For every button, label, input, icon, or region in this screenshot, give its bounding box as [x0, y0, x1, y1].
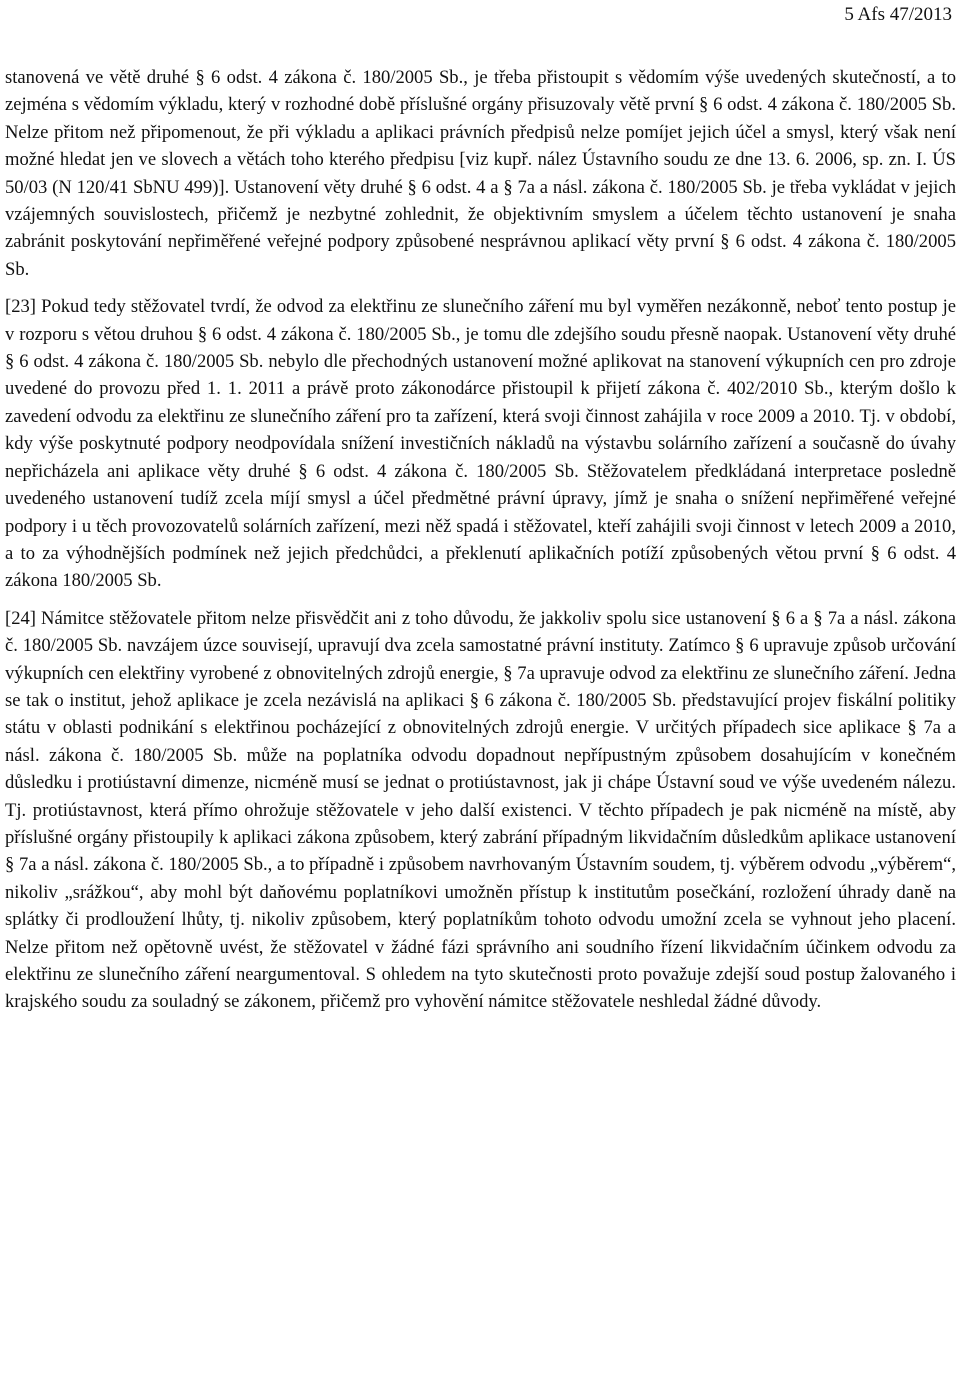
case-number: 5 Afs 47/2013 — [844, 4, 952, 25]
paragraph-24: [24] Námitce stěžovatele přitom nelze přisvědčit ani z toho důvodu, že jakkoliv spolu sice ustanovení § 6 a § 7a a násl. zákona č. 180/2005 Sb. navzájem úzce souvisejí, upravují dva zcela samostatné právní instituty. Zatímco § 6 upravuje způsob určování výkupních cen elektřiny vyrobené z obnovitelných zdrojů energie, § 7a upravuje odvod za elektřinu ze slunečního záření. Jedna se tak o institut, jehož aplikace je zcela nezávislá na aplikaci § 6 zákona č. 180/2005 Sb. představující projev fiskální politiky státu v oblasti podnikání s elektřinou pocházející z obnovitelných zdrojů energie. V určitých případech sice aplikace § 7a a násl. zákona č. 180/2005 Sb. může na poplatníka odvodu dopadnout nepřípustným způsobem dosahujícím v konečném důsledku i protiústavní dimenze, nicméně musí se jednat o protiústavnost, jak ji chápe Ústavní soud ve výše uvedeném nálezu. Tj. protiústavnost, která přímo ohrožuje stěžovatele v jeho další existenci. V těchto případech je pak nicméně na místě, aby příslušné orgány přistoupily k aplikaci zákona způsobem, který zabrání případným likvidačním důsledkům aplikace ustanovení § 7a a násl. zákona č. 180/2005 Sb., a to případně i způsobem navrhovaným Ústavním soudem, tj. výběrem odvodu „výběrem“, nikoliv „srážkou“, aby mohl být daňovému poplatníkovi umožněn přístup k institutům posečkání, rozložení úhrady daně na splátky či prodloužení lhůty, tj. nikoliv způsobem, který poplatníkům tohoto odvodu umožní zcela se vyhnout jeho placení. Nelze přitom než opětovně uvést, že stěžovatel v žádné fázi správního ani soudního řízení likvidačním účinkem odvodu za elektřinu ze slunečního záření neargumentoval. S ohledem na tyto skutečnosti proto považuje zdejší soud postup žalovaného i krajského soudu za souladný se zákonem, přičemž pro vyhovění námitce stěžovatele neshledal žádné důvody. — [5, 607, 956, 1013]
document-body — [5, 64, 956, 1016]
paragraph-23: [23] Pokud tedy stěžovatel tvrdí, že odvod za elektřinu ze slunečního záření mu byl vyměřen nezákonně, neboť tento postup je v rozporu s větou druhou § 6 odst. 4 zákona č. 180/2005 Sb., je tomu dle zdejšího soudu přesně naopak. Ustanovení věty druhé § 6 odst. 4 zákona č. 180/2005 Sb. nebylo dle přechodných ustanovení možné aplikovat na stanovení výkupních cen pro zdroje uvedené do provozu před 1. 1. 2011 a právě proto zákonodárce přistoupil k přijetí zákona č. 402/2010 Sb., kterým došlo k zavedení odvodu za elektřinu ze slunečního záření pro ta zařízení, která svoji činnost zahájila v roce 2009 a 2010. Tj. v období, kdy výše poskytnuté podpory neodpovídala snížení investičních nákladů na výstavbu solárního zařízení a současně do úvahy nepřicházela ani aplikace věty druhé § 6 odst. 4 zákona č. 180/2005 Sb. Stěžovatelem předkládaná interpretace posledně uvedeného ustanovení tudíž zcela míjí smysl a účel předmětné právní úpravy, jímž je snaha o snížení nepřiměřené veřejné podpory i u těch provozovatelů solárních zařízení, mezi něž spadá i stěžovatel, kteří zahájili svoji činnost v letech 2009 a 2010, a to za výhodnějších podmínek než jejich předchůdci, a překlenutí aplikačních potíží způsobených větou první § 6 odst. 4 zákona 180/2005 Sb. — [5, 296, 956, 592]
paragraph-continuation: stanovená ve větě druhé § 6 odst. 4 zákona č. 180/2005 Sb., je třeba přistoupit s vědomím výše uvedených skutečností, a to zejména s vědomím výkladu, který v rozhodné době příslušné orgány přisuzovaly větě první § 6 odst. 4 zákona č. 180/2005 Sb. Nelze přitom než připomenout, že při výkladu a aplikaci právních předpisů nelze pomíjet jejich účel a smysl, který však není možné hledat jen ve slovech a větách toho kterého předpisu [viz kupř. nález Ústavního soudu ze dne 13. 6. 2006, sp. zn. I. ÚS 50/03 (N 120/41 SbNU 499)]. Ustanovení věty druhé § 6 odst. 4 a § 7a a násl. zákona č. 180/2005 Sb. je třeba vykládat v jejich vzájemných souvislostech, přičemž je nezbytné zohlednit, že objektivním smyslem a účelem těchto ustanovení je snaha zabránit poskytování nepřiměřené veřejné podpory způsobené nesprávnou aplikací věty první § 6 odst. 4 zákona č. 180/2005 Sb. — [5, 67, 956, 280]
